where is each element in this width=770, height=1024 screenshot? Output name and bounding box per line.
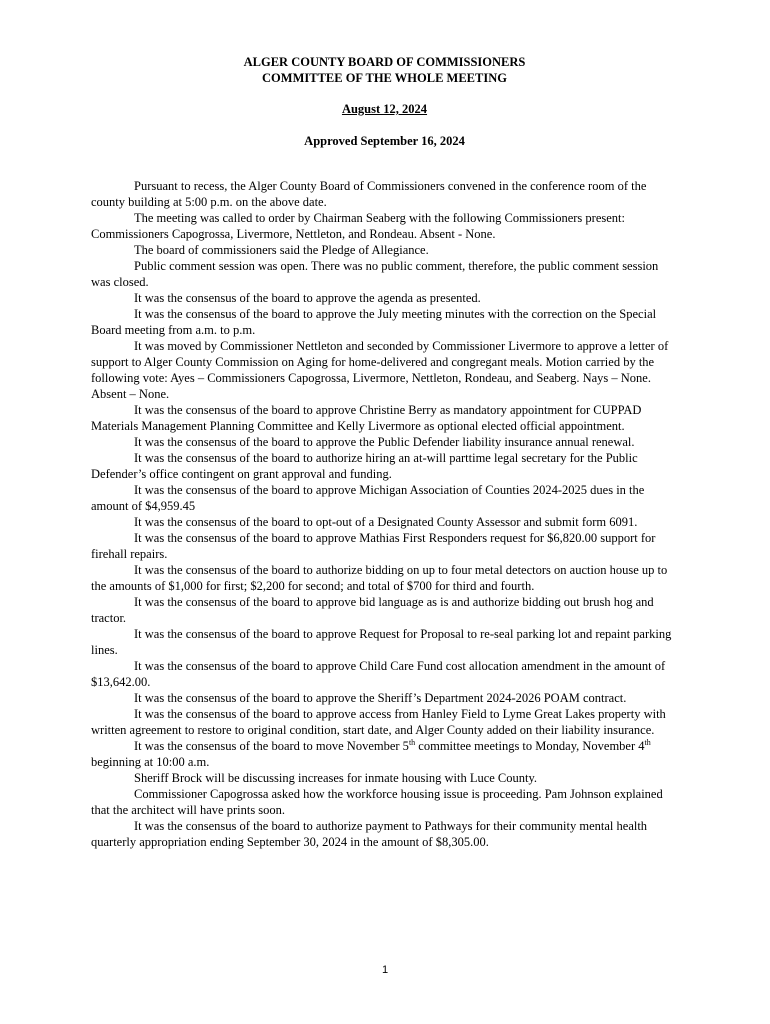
document-title-line1: ALGER COUNTY BOARD OF COMMISSIONERS [243, 55, 526, 69]
paragraph: It was the consensus of the board to approve Request for Proposal to re-seal parking lot and repaint parking lines. [91, 627, 672, 657]
paragraph: It was the consensus of the board to approve bid language as is and authorize bidding out brush hog and tractor. [91, 595, 654, 625]
paragraph: It was the consensus of the board to authorize hiring an at-will parttime legal secretary for the Public Defender’s office contingent on grant approval and funding. [91, 451, 638, 481]
paragraph: It was the consensus of the board to authorize bidding on up to four metal detectors on auction house up to the amounts of $1,000 for first; $2,200 for second; and total of $700 for third and fourth. [91, 563, 668, 593]
paragraph: Sheriff Brock will be discussing increases for inmate housing with Luce County. [134, 771, 538, 785]
document-title-line2: COMMITTEE OF THE WHOLE MEETING [262, 71, 507, 85]
nov-text-1: It was the consensus of the board to move November 5 [134, 739, 409, 753]
page-number: 1 [381, 964, 389, 976]
paragraph: It was the consensus of the board to approve access from Hanley Field to Lyme Great Lakes property with written agreement to restore to original condition, start date, and Alger County added on their liability insurance. [91, 707, 666, 737]
paragraph: It was the consensus of the board to approve Mathias First Responders request for $6,820.00 support for firehall repairs. [91, 531, 656, 561]
minutes-body [91, 178, 678, 850]
nov-text-3: beginning at 10:00 a.m. [91, 755, 210, 769]
paragraph: It was the consensus of the board to approve the July meeting minutes with the correction on the Special Board meeting from a.m. to p.m. [91, 307, 657, 337]
paragraph: It was the consensus of the board to approve the agenda as presented. [134, 291, 481, 305]
paragraph: The board of commissioners said the Pledge of Allegiance. [134, 243, 429, 257]
paragraph: Pursuant to recess, the Alger County Board of Commissioners convened in the conference room of the county building at 5:00 p.m. on the above date. [91, 179, 647, 209]
paragraph: Public comment session was open. There was no public comment, therefore, the public comment session was closed. [91, 259, 659, 289]
nov-sup-2: th [644, 738, 651, 747]
meeting-date: August 12, 2024 [341, 102, 428, 116]
nov-sup-1: th [408, 738, 416, 747]
paragraph: It was the consensus of the board to approve the Public Defender liability insurance annual renewal. [134, 435, 635, 449]
paragraph: It was the consensus of the board to approve Child Care Fund cost allocation amendment in the amount of $13,642.00. [91, 659, 666, 689]
paragraph: Commissioner Capogrossa asked how the workforce housing issue is proceeding. Pam Johnson explained that the architect will have prints soon. [91, 787, 663, 817]
paragraph: It was the consensus of the board to approve Christine Berry as mandatory appointment for CUPPAD Materials Management Planning Committee and Kelly Livermore as optional elected official appointment. [91, 403, 642, 433]
paragraph: The meeting was called to order by Chairman Seaberg with the following Commissioners present: Commissioners Capogrossa, Livermore, Nettleton, and Rondeau. Absent - None. [91, 211, 625, 241]
approval-date: Approved September 16, 2024 [304, 134, 465, 148]
paragraph: It was the consensus of the board to opt-out of a Designated County Assessor and submit form 6091. [134, 515, 638, 529]
paragraph: It was the consensus of the board to approve Michigan Association of Counties 2024-2025 dues in the amount of $4,959.45 [91, 483, 645, 513]
paragraph: It was moved by Commissioner Nettleton and seconded by Commissioner Livermore to approve a letter of support to Alger County Commission on Aging for home-delivered and congregant meals. Motion carried by the following vote: Ayes – Commissioners Capogrossa, Livermore, Nettleton, Rondeau, and Seaberg. Nays – None. Absent – None. [91, 339, 669, 401]
paragraph: It was the consensus of the board to approve the Sheriff’s Department 2024-2026 POAM contract. [134, 691, 627, 705]
paragraph: It was the consensus of the board to authorize payment to Pathways for their community mental health quarterly appropriation ending September 30, 2024 in the amount of $8,305.00. [91, 819, 648, 849]
paragraph-november-meeting [91, 738, 678, 770]
nov-text-2: committee meetings to Monday, November 4 [415, 739, 645, 753]
